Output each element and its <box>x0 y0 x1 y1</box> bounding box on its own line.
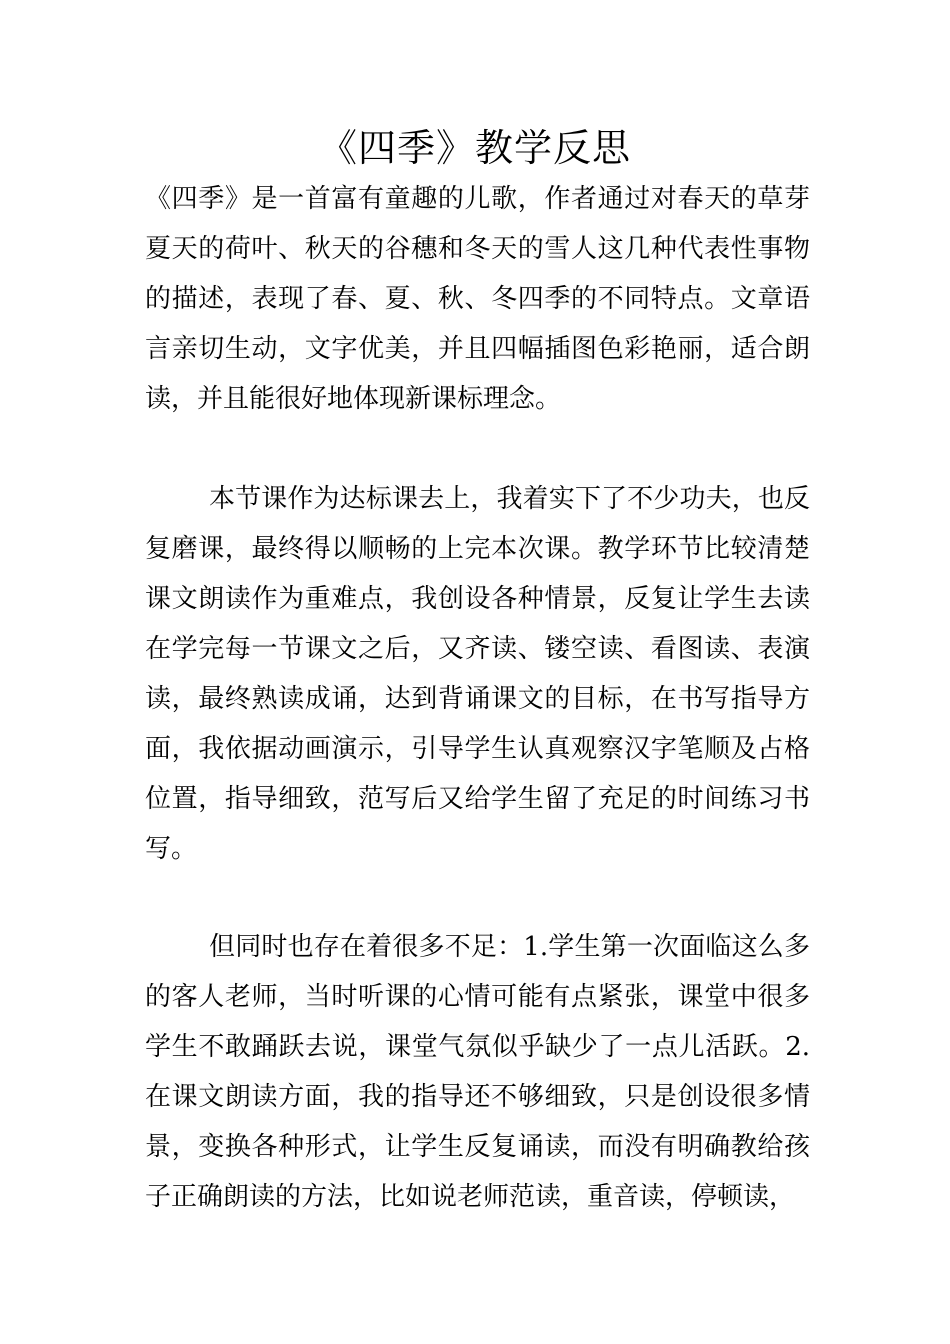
paragraph-intro: 《四季》是一首富有童趣的儿歌，作者通过对春天的草芽夏天的荷叶、秋天的谷穗和冬天的雪人这几种代表性事物的描述，表现了春、夏、秋、冬四季的不同特点。文章语言亲切生动，文字优美，并且四幅插图色彩艳丽，适合朗读，并且能很好地体现新课标理念。 <box>145 184 810 414</box>
paragraph-lesson-strengths: 本节课作为达标课去上，我着实下了不少功夫，也反复磨课，最终得以顺畅的上完本次课。教学环节比较清楚课文朗读作为重难点，我创设各种情景，反复让学生去读在学完每一节课文之后，又齐读、镂空读、看图读、表演读，最终熟读成诵，达到背诵课文的目标，在书写指导方面，我依据动画演示，引导学生认真观察汉字笔顺及占格位置，指导细致，范写后又给学生留了充足的时间练习书写。 <box>145 484 810 864</box>
paragraph-shortcomings: 但同时也存在着很多不足：1.学生第一次面临这么多的客人老师，当时听课的心情可能有点紧张，课堂中很多学生不敢踊跃去说，课堂气氛似乎缺少了一点儿活跃。2.在课文朗读方面，我的指导还不够细致，只是创设很多情景，变换各种形式，让学生反复诵读，而没有明确教给孩子正确朗读的方法，比如说老师范读，重音读，停顿读， <box>145 932 810 1212</box>
document-title: 《四季》教学反思 <box>318 126 631 170</box>
